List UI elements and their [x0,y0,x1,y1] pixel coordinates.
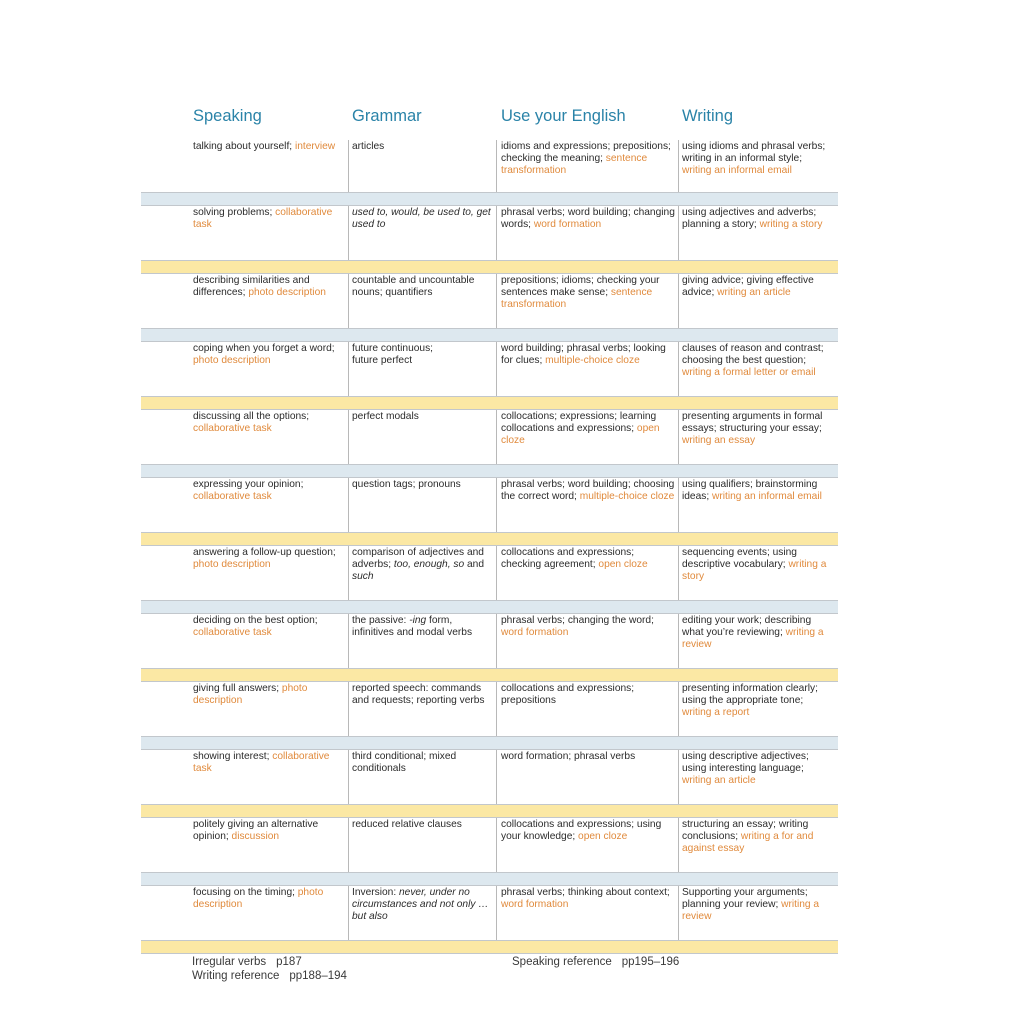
use-your-english-cell [501,479,676,503]
writing-cell-text: Supporting your arguments; planning your review; [682,887,808,910]
speaking-cell-text: describing similarities and differences; [193,275,310,298]
table-row [141,478,838,532]
column-divider [496,206,497,260]
speaking-cell-text: showing interest; [193,751,273,762]
writing-cell [682,819,832,855]
row-separator-yellow [141,940,838,954]
speaking-cell-task: collaborative task [193,423,272,434]
use-your-english-cell-task: sentence transformation [501,287,653,310]
speaking-cell [193,479,343,503]
speaking-cell-text: talking about yourself; [193,141,295,152]
column-divider [348,818,349,872]
writing-cell [682,479,832,503]
grammar-cell: question tags; pronouns [352,479,461,490]
grammar-cell: countable and uncountable nouns; quantifiers [352,275,475,298]
speaking-cell-text: politely giving an alternative opinion; [193,819,319,842]
footer-speaking-reference [512,956,679,968]
speaking-reference-page: pp195–196 [621,956,680,968]
speaking-cell-text: deciding on the best option; [193,615,318,626]
writing-cell-text: presenting information clearly; using the appropriate tone; [682,683,818,706]
grammar-cell: reduced relative clauses [352,819,462,830]
speaking-cell-task: collaborative task [193,751,330,774]
column-divider [678,818,679,872]
speaking-cell-task: collaborative task [193,627,272,638]
speaking-cell-task: photo description [193,887,324,910]
column-divider [348,750,349,804]
writing-cell-text: clauses of reason and contrast; choosing the best question; [682,343,824,366]
writing-cell-task: writing an article [717,287,791,298]
row-separator-blue [141,328,838,342]
use-your-english-cell [501,343,676,367]
grammar-cell: comparison of adjectives and adverbs; too, enough, so and such [352,547,484,582]
use-your-english-cell-task: word formation [533,219,602,230]
column-divider [496,886,497,940]
use-your-english-cell-task: open cloze [578,831,628,842]
speaking-cell [193,141,343,153]
row-separator-blue [141,464,838,478]
row-separator-yellow [141,260,838,274]
use-your-english-cell [501,887,676,911]
footer-writing-reference [192,970,347,982]
speaking-cell [193,343,343,367]
table-row [141,818,838,872]
writing-cell-text: editing your work; describing what you’re reviewing; [682,615,812,638]
use-your-english-cell-text: word formation; phrasal verbs [501,751,636,762]
writing-cell-task: writing a review [682,627,824,650]
writing-cell-task: writing a report [682,707,750,718]
use-your-english-cell [501,819,676,843]
speaking-cell [193,683,343,707]
writing-cell-text: using adjectives and adverbs; planning a story; [682,207,817,230]
speaking-cell-task: photo description [248,287,326,298]
use-your-english-cell-task: multiple-choice cloze [545,355,640,366]
speaking-cell-task: photo description [193,355,271,366]
writing-cell-task: writing an essay [682,435,756,446]
use-your-english-cell-task: sentence transformation [501,153,648,176]
column-divider [496,274,497,328]
use-your-english-cell [501,141,676,177]
column-divider [348,274,349,328]
use-your-english-cell-text: collocations and expressions; using your knowledge; [501,819,662,842]
writing-cell [682,207,832,231]
column-divider [496,546,497,600]
speaking-cell [193,411,343,435]
speaking-cell-text: answering a follow-up question; [193,547,336,558]
table-row [141,140,838,192]
speaking-reference-label: Speaking reference [512,956,612,968]
speaking-cell-text: giving full answers; [193,683,282,694]
use-your-english-cell-text: idioms and expressions; prepositions; checking the meaning; [501,141,671,164]
column-divider [678,478,679,532]
use-your-english-cell-text: phrasal verbs; word building; choosing the correct word; [501,479,675,502]
writing-reference-page: pp188–194 [289,970,347,982]
column-divider [678,546,679,600]
speaking-cell-task: photo description [193,683,308,706]
speaking-cell-text: discussing all the options; [193,411,310,422]
speaking-cell-task: collaborative task [193,491,272,502]
use-your-english-cell-text: collocations; expressions; learning collocations and expressions; [501,411,657,434]
writing-cell-text: using qualifiers; brainstorming ideas; [682,479,818,502]
writing-cell [682,683,832,719]
use-your-english-cell-text: phrasal verbs; thinking about context; [501,887,670,898]
writing-cell [682,275,832,299]
use-your-english-cell [501,615,676,639]
table-row [141,750,838,804]
column-divider [678,682,679,736]
speaking-cell-task: collaborative task [193,207,333,230]
column-divider [348,682,349,736]
irregular-verbs-label: Irregular verbs [192,956,267,968]
writing-cell-text: structuring an essay; writing conclusions; [682,819,809,842]
column-divider [678,886,679,940]
speaking-cell-task: discussion [231,831,280,842]
row-separator-yellow [141,804,838,818]
row-separator-blue [141,192,838,206]
irregular-verbs-page: p187 [276,956,302,968]
writing-reference-label: Writing reference [192,970,280,982]
column-divider [496,750,497,804]
speaking-cell-task: interview [294,141,336,152]
writing-cell-task: writing a story [759,219,823,230]
row-separator-yellow [141,396,838,410]
column-divider [496,478,497,532]
column-divider [678,342,679,396]
use-your-english-cell [501,411,676,447]
row-separator-yellow [141,532,838,546]
column-divider [678,410,679,464]
writing-cell-task: writing an informal email [682,165,792,176]
row-separator-blue [141,872,838,886]
column-divider [348,478,349,532]
row-separator-blue [141,736,838,750]
row-separator-blue [141,600,838,614]
speaking-cell [193,275,343,299]
table-row [141,546,838,600]
speaking-cell [193,615,343,639]
header-use-your-english: Use your English [501,107,626,125]
table-row [141,886,838,940]
use-your-english-cell-text: phrasal verbs; word building; changing words; [501,207,675,230]
column-divider [348,206,349,260]
grammar-cell: articles [352,141,385,152]
use-your-english-cell [501,683,676,707]
use-your-english-cell-task: open cloze [501,423,660,446]
footer-irregular-verbs [192,956,302,968]
column-divider [678,750,679,804]
syllabus-table [141,140,838,954]
writing-cell-task: writing a for and against essay [682,831,814,854]
grammar-cell: reported speech: commands and requests; reporting verbs [352,683,485,706]
column-divider [348,140,349,192]
grammar-cell: Inversion: never, under no circumstances and not only … but also [352,887,489,922]
writing-cell-task: writing a formal letter or email [682,367,816,378]
writing-cell-task: writing an informal email [712,491,822,502]
writing-cell-task: writing an article [682,775,756,786]
speaking-cell-text: expressing your opinion; [193,479,304,490]
writing-cell [682,411,832,447]
use-your-english-cell-task: multiple-choice cloze [579,491,675,502]
speaking-cell-text: coping when you forget a word; [193,343,335,354]
column-divider [496,818,497,872]
use-your-english-cell-text: word building; phrasal verbs; looking for clues; [501,343,666,366]
speaking-cell [193,751,343,775]
grammar-cell: the passive: -ing form, infinitives and modal verbs [352,615,473,638]
table-row [141,274,838,328]
column-divider [678,140,679,192]
use-your-english-cell-task: word formation [501,899,569,910]
use-your-english-cell-text: prepositions; idioms; checking your sentences make sense; [501,275,660,298]
header-speaking: Speaking [193,107,262,125]
writing-cell [682,751,832,787]
writing-cell [682,615,832,651]
use-your-english-cell [501,751,676,763]
row-separator-yellow [141,668,838,682]
speaking-cell-text: focusing on the timing; [193,887,298,898]
writing-cell [682,343,832,379]
column-divider [678,274,679,328]
use-your-english-cell-task: word formation [501,627,569,638]
column-divider [496,614,497,668]
grammar-cell: third conditional; mixed conditionals [352,751,457,774]
use-your-english-cell-text: collocations and expressions; prepositions [501,683,635,706]
use-your-english-cell [501,275,676,311]
use-your-english-cell [501,547,676,571]
writing-cell-text: using idioms and phrasal verbs; writing in an informal style; [682,141,826,164]
column-divider [348,546,349,600]
column-divider [348,342,349,396]
speaking-cell [193,547,343,571]
speaking-cell [193,819,343,843]
column-divider [348,614,349,668]
table-row [141,206,838,260]
column-divider [348,410,349,464]
use-your-english-cell-task: open cloze [598,559,648,570]
writing-cell [682,547,832,583]
writing-cell-text: presenting arguments in formal essays; structuring your essay; [682,411,823,434]
table-row [141,342,838,396]
header-writing: Writing [682,107,734,125]
header-grammar: Grammar [352,107,422,125]
table-row [141,682,838,736]
grammar-cell: future continuous; future perfect [352,343,433,366]
writing-cell-text: using descriptive adjectives; using interesting language; [682,751,809,774]
use-your-english-cell [501,207,676,231]
use-your-english-cell-text: phrasal verbs; changing the word; [501,615,654,626]
writing-cell-task: writing a review [682,899,820,922]
writing-cell-text: giving advice; giving effective advice; [682,275,814,298]
column-divider [496,682,497,736]
speaking-cell-task: photo description [193,559,271,570]
writing-cell [682,887,832,923]
speaking-cell-text: solving problems; [193,207,276,218]
speaking-cell [193,887,343,911]
grammar-cell: perfect modals [352,411,419,422]
column-headers [0,107,1024,131]
column-divider [496,140,497,192]
writing-cell-task: writing a story [682,559,827,582]
use-your-english-cell-text: collocations and expressions; checking agreement; [501,547,635,570]
grammar-cell: used to, would, be used to, get used to [352,207,491,230]
speaking-cell [193,207,343,231]
column-divider [348,886,349,940]
column-divider [678,614,679,668]
table-row [141,410,838,464]
table-row [141,614,838,668]
writing-cell-text: sequencing events; using descriptive vocabulary; [682,547,797,570]
writing-cell [682,141,832,177]
column-divider [496,410,497,464]
column-divider [678,206,679,260]
column-divider [496,342,497,396]
